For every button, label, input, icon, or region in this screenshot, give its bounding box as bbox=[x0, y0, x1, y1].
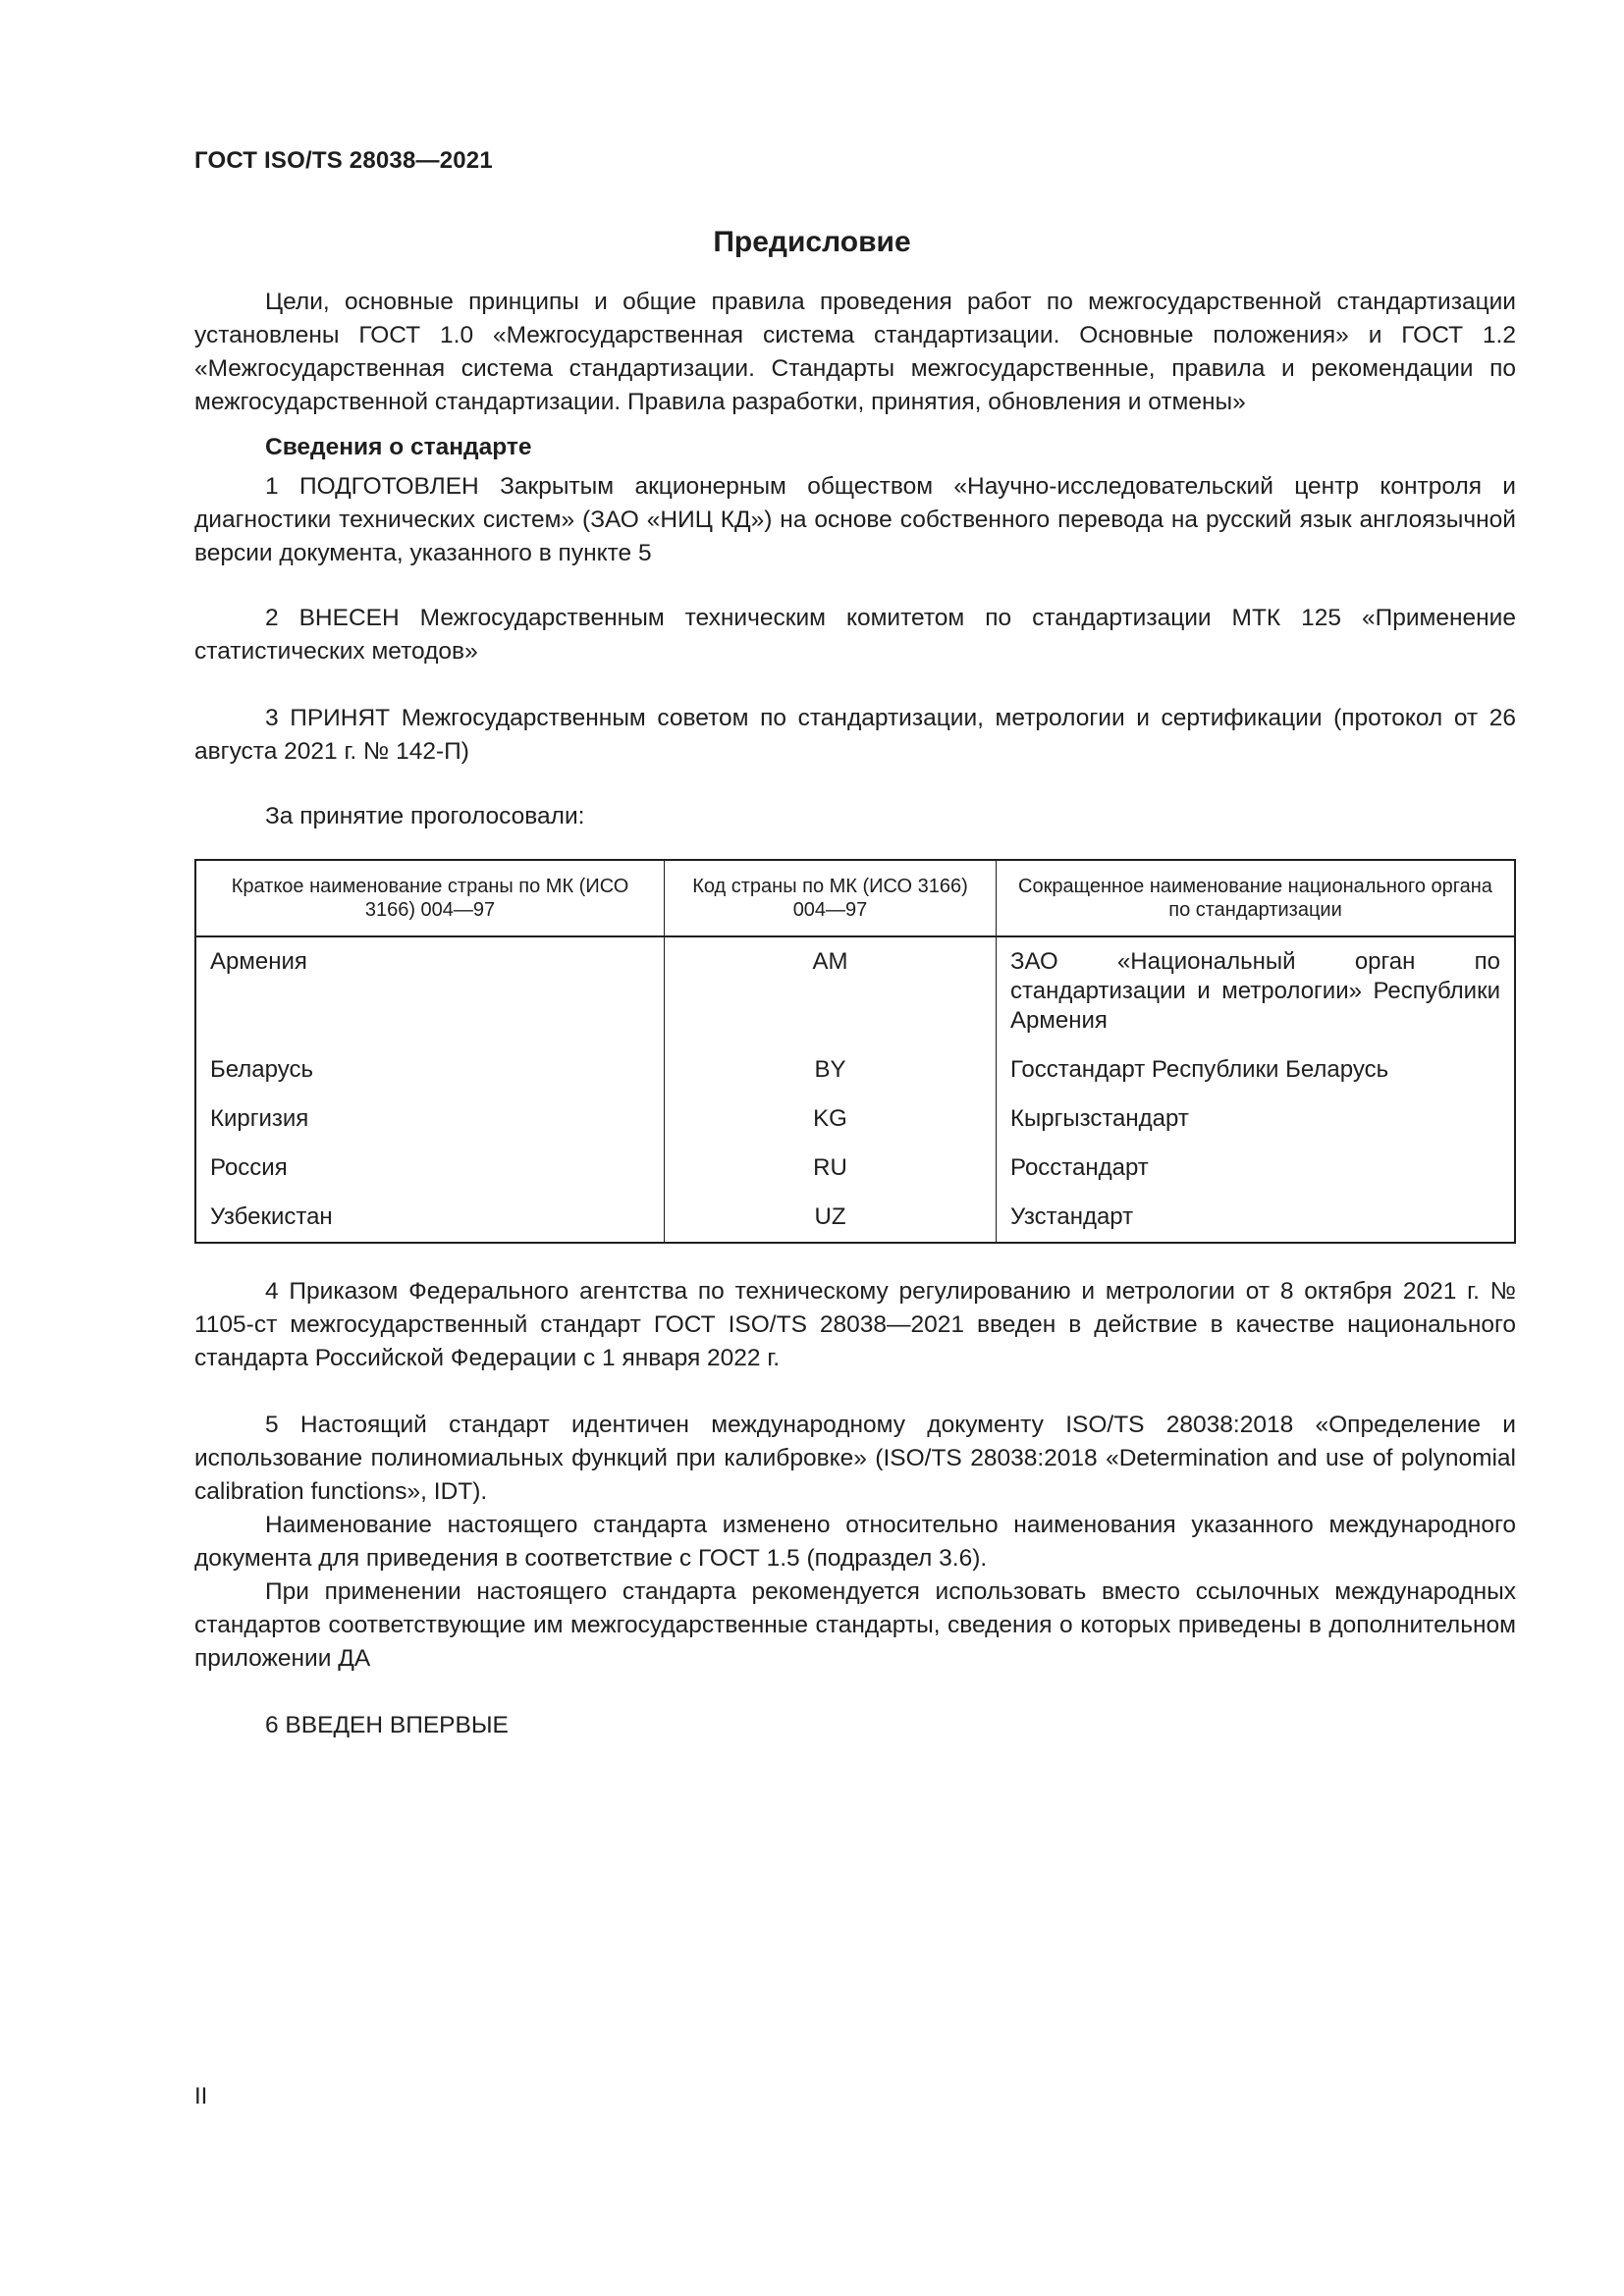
item-1-prepared: 1 ПОДГОТОВЛЕН Закрытым акционерным обществом «Научно-исследовательский центр контроля и диагностики технических систем» (ЗАО «НИЦ КД») на основе собственного перевода на русский язык англоязычной версии документа, указанного в пункте 5 bbox=[194, 473, 1516, 566]
item-6-first-introduced: 6 ВВЕДЕН ВПЕРВЫЕ bbox=[265, 1712, 509, 1738]
table-row bbox=[195, 1197, 1515, 1243]
item-5-note-references: При применении настоящего стандарта рекомендуется использовать вместо ссылочных международных стандартов соответствующие им межгосударственные стандарты, сведения о которых приведены в дополнительном приложении ДА bbox=[194, 1578, 1516, 1672]
country-code-cell: RU bbox=[665, 1148, 997, 1197]
country-name-cell: Киргизия bbox=[195, 1098, 665, 1148]
country-code-cell: UZ bbox=[665, 1197, 997, 1243]
header-national-body: Сокращенное наименование национального органа по стандартизации bbox=[997, 860, 1516, 936]
national-body-cell: Узстандарт bbox=[1010, 1203, 1134, 1230]
item-3-adopted: 3 ПРИНЯТ Межгосударственным советом по стандартизации, метрологии и сертификации (протокол от 26 августа 2021 г. № 142-П) bbox=[194, 705, 1516, 765]
voting-countries-table bbox=[194, 859, 1516, 1244]
header-country-name: Краткое наименование страны по МК (ИСО 3166) 004—97 bbox=[195, 860, 665, 936]
intro-paragraph: Цели, основные принципы и общие правила проведения работ по межгосударственной стандартизации установлены ГОСТ 1.0 «Межгосударственная система стандартизации. Основные положения» и ГОСТ 1.2 «Межгосударственная система стандартизации. Стандарты межгосударственные, правила и рекомендации по межгосударственной стандартизации. Правила разработки, принятия, обновления и отмены» bbox=[194, 289, 1516, 415]
item-5-note-name-change: Наименование настоящего стандарта изменено относительно наименования указанного международного документа для приведения в соответствие с ГОСТ 1.5 (подраздел 3.6). bbox=[194, 1512, 1516, 1572]
table-row bbox=[195, 1148, 1515, 1197]
vote-label: За принятие проголосовали: bbox=[265, 803, 585, 829]
page-number: II bbox=[194, 2083, 208, 2109]
national-body-cell: Росстандарт bbox=[1010, 1154, 1149, 1181]
national-body-cell: Госстандарт Республики Беларусь bbox=[1010, 1056, 1389, 1083]
table-row bbox=[195, 1049, 1515, 1098]
country-code-cell: BY bbox=[665, 1049, 997, 1098]
national-body-cell: Кыргызстандарт bbox=[1010, 1105, 1189, 1132]
header-country-code: Код страны по МК (ИСО 3166) 004—97 bbox=[665, 860, 997, 936]
table-header-row bbox=[195, 860, 1515, 936]
item-2-introduced: 2 ВНЕСЕН Межгосударственным техническим комитетом по стандартизации МТК 125 «Применение статистических методов» bbox=[194, 605, 1516, 665]
country-name-cell: Узбекистан bbox=[195, 1197, 665, 1243]
country-name-cell: Беларусь bbox=[195, 1049, 665, 1098]
standard-info-heading: Сведения о стандарте bbox=[265, 434, 532, 460]
table-row bbox=[195, 1098, 1515, 1148]
country-name-cell: Россия bbox=[195, 1148, 665, 1197]
national-body-cell: ЗАО «Национальный орган по стандартизации и метрологии» Республики Армения bbox=[1010, 948, 1500, 1034]
item-4-order: 4 Приказом Федерального агентства по техническому регулированию и метрологии от 8 октября 2021 г. № 1105-ст межгосударственный стандарт ГОСТ ISO/TS 28038—2021 введен в действие в качестве национального стандарта Российской Федерации с 1 января 2022 г. bbox=[194, 1278, 1516, 1371]
item-5-identical: 5 Настоящий стандарт идентичен международному документу ISO/TS 28038:2018 «Определение и использование полиномиальных функций при калибровке» (ISO/TS 28038:2018 «Determination and use of polynomial calibration functions», IDT). bbox=[194, 1412, 1516, 1505]
section-title: Предисловие bbox=[713, 226, 911, 258]
country-name-cell: Армения bbox=[195, 936, 665, 1049]
document-header: ГОСТ ISO/TS 28038—2021 bbox=[194, 147, 493, 174]
country-code-cell: KG bbox=[665, 1098, 997, 1148]
page-content bbox=[194, 286, 1516, 1742]
country-code-cell: AM bbox=[665, 936, 997, 1049]
table-row bbox=[195, 936, 1515, 1049]
